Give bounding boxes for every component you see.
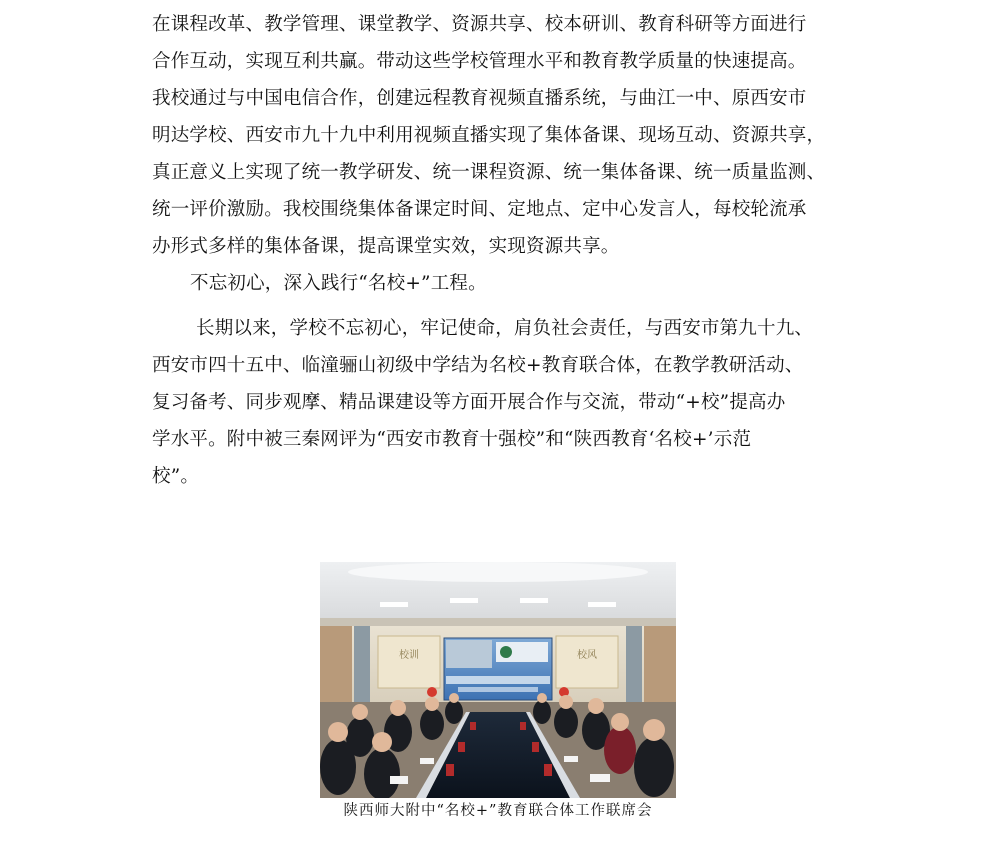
text-line: 在课程改革、教学管理、课堂教学、资源共享、校本研训、教育科研等方面进行: [152, 14, 807, 35]
text-line: 长期以来，学校不忘初心，牢记使命，肩负社会责任，与西安市第九十九、: [196, 318, 814, 339]
article-body: [152, 6, 852, 495]
text-line: 合作互动，实现互利共赢。带动这些学校管理水平和教育教学质量的快速提高。: [152, 51, 807, 72]
text-line: 西安市四十五中、临潼骊山初级中学结为名校+教育联合体，在教学教研活动、: [152, 355, 804, 376]
text-line: 统一评价激励。我校围绕集体备课定时间、定地点、定中心发言人，每校轮流承: [152, 199, 807, 220]
figure-caption: 陕西师大附中“名校+”教育联合体工作联席会: [343, 803, 653, 819]
paragraph-mingxiao: [152, 310, 852, 495]
text-line: 校”。: [152, 466, 200, 487]
meeting-photo: [320, 562, 676, 798]
section-heading: 不忘初心，深入践行“名校+”工程。: [190, 273, 487, 294]
board-right-text: 校风: [577, 650, 597, 661]
text-line: 真正意义上实现了统一教学研发、统一课程资源、统一集体备课、统一质量监测、: [152, 162, 826, 183]
text-line: 明达学校、西安市九十九中利用视频直播实现了集体备课、现场互动、资源共享，: [152, 125, 826, 146]
text-line: 复习备考、同步观摩、精品课建设等方面开展合作与交流，带动“+校”提高办: [152, 392, 786, 413]
paragraph-cooperation: [152, 6, 852, 265]
text-line: 我校通过与中国电信合作，创建远程教育视频直播系统，与曲江一中、原西安市: [152, 88, 807, 109]
board-left-text: 校训: [399, 650, 419, 661]
text-line: 学水平。附中被三秦网评为“西安市教育十强校”和“陕西教育‘名校+’示范: [152, 429, 752, 450]
text-line: 办形式多样的集体备课，提高课堂实效，实现资源共享。: [152, 236, 620, 257]
